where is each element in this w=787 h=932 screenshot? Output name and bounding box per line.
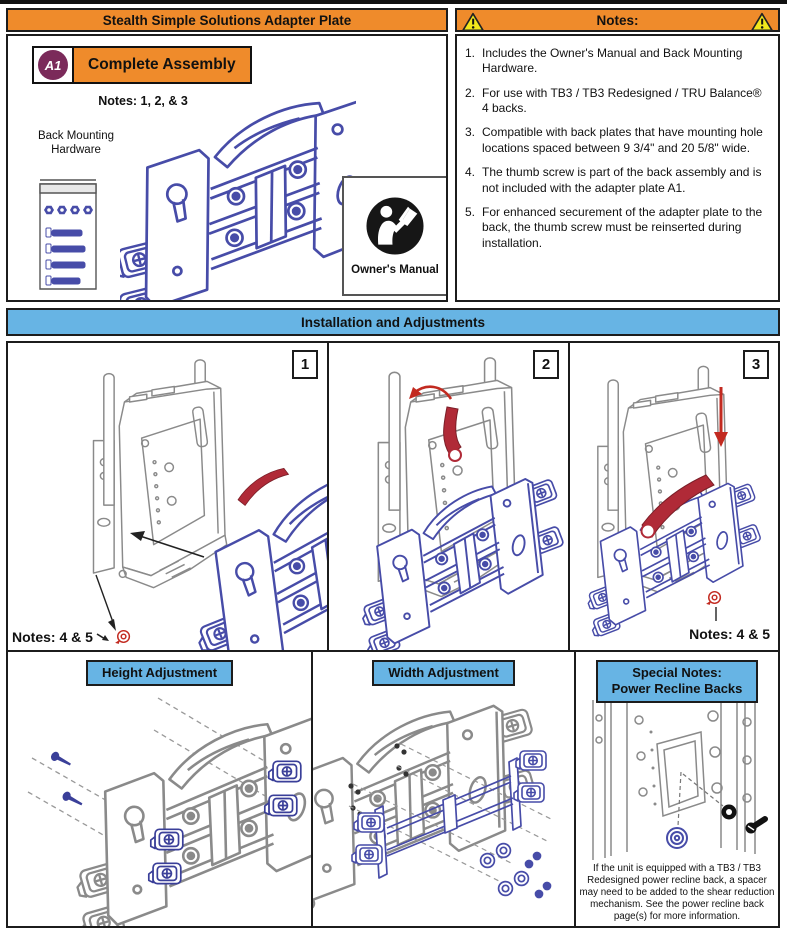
installation-header-text: Installation and Adjustments <box>300 314 486 330</box>
note-item <box>465 86 770 117</box>
note-text: For enhanced securement of the adapter plate to the back, the thumb screw must be reinserted during installation. <box>482 204 763 250</box>
thumb-screw-icon <box>113 628 132 645</box>
note-text: Compatible with back plates that have mounting hole locations spaced between 9 3/4" and 20 5/8" wide. <box>482 125 763 155</box>
assembly-badge-row <box>32 46 252 84</box>
item-badge <box>32 46 74 84</box>
step-number-badge: 1 <box>292 350 318 379</box>
arrow-icon <box>96 632 110 642</box>
page-title-text: Stealth Simple Solutions Adapter Plate <box>102 12 352 28</box>
note-item <box>465 46 770 77</box>
special-notes-header-line1: Special Notes: <box>632 665 722 680</box>
step1-notes-ref <box>12 628 132 645</box>
warning-icon <box>751 12 773 32</box>
page-title <box>6 8 448 32</box>
nut-and-screw <box>722 805 766 834</box>
note-number: 4. <box>465 165 476 180</box>
assembly-notes-ref: Notes: 1, 2, & 3 <box>98 94 188 108</box>
step-number-badge: 2 <box>533 350 559 379</box>
item-badge-circle: A1 <box>38 50 68 80</box>
special-notes-panel <box>574 650 780 928</box>
installation-header <box>6 308 780 336</box>
special-notes-header-line2: Power Recline Backs <box>611 681 743 697</box>
note-number: 3. <box>465 125 476 140</box>
width-adjustment-panel <box>311 650 576 928</box>
width-adjustment-illustration <box>313 688 574 928</box>
special-notes-header <box>596 660 759 703</box>
hardware-bag-illustration <box>36 174 100 292</box>
note-number: 1. <box>465 46 476 60</box>
height-adjustment-panel <box>6 650 313 928</box>
warning-icon <box>462 12 484 32</box>
owners-manual-label: Owner's Manual <box>351 263 439 276</box>
top-border-bar <box>0 0 787 4</box>
installation-step-3-panel <box>568 341 780 652</box>
owners-manual-icon <box>364 195 426 257</box>
installation-step-2-panel <box>327 341 570 652</box>
thumb-screw-icon <box>706 592 720 605</box>
height-adjustment-header: Height Adjustment <box>86 660 233 686</box>
adapter-plate-illustration <box>120 48 356 300</box>
notes-header-text: Notes: <box>596 12 639 28</box>
step1-notes-ref-text: Notes: 4 & 5 <box>12 628 93 645</box>
note-number: 2. <box>465 85 476 100</box>
power-recline-illustration <box>579 700 775 860</box>
note-number: 5. <box>465 204 476 219</box>
step2-illustration <box>329 343 568 650</box>
note-item <box>465 125 770 156</box>
note-item <box>465 205 770 251</box>
complete-assembly-panel <box>6 34 448 302</box>
step3-notes-ref-text: Notes: 4 & 5 <box>689 626 770 642</box>
step-number-badge: 3 <box>743 350 769 379</box>
installation-step-1-panel <box>6 341 329 652</box>
step3-notes-ref <box>689 626 770 642</box>
hardware-label: Back Mounting Hardware <box>37 130 115 156</box>
step1-illustration <box>8 343 327 650</box>
height-adjustment-illustration <box>8 688 311 928</box>
special-note-text: If the unit is equipped with a TB3 / TB3 Redesigned power recline back, a spacer may need to be added to the shear reduction mechanism. See the power recline back page(s) for more information. <box>579 863 775 923</box>
notes-panel <box>455 34 780 302</box>
notes-header <box>455 8 780 32</box>
note-text: The thumb screw is part of the back assembly and is not included with the adapter plate A1. <box>482 165 762 195</box>
note-text: Includes the Owner's Manual and Back Mounting Hardware. <box>482 46 743 76</box>
step3-illustration <box>570 343 778 650</box>
note-item <box>465 165 770 196</box>
note-text: For use with TB3 / TB3 Redesigned / TRU Balance® 4 backs. <box>482 85 762 116</box>
assembly-label: Complete Assembly <box>74 46 252 84</box>
owners-manual-box <box>342 176 448 296</box>
width-adjustment-header: Width Adjustment <box>372 660 515 686</box>
